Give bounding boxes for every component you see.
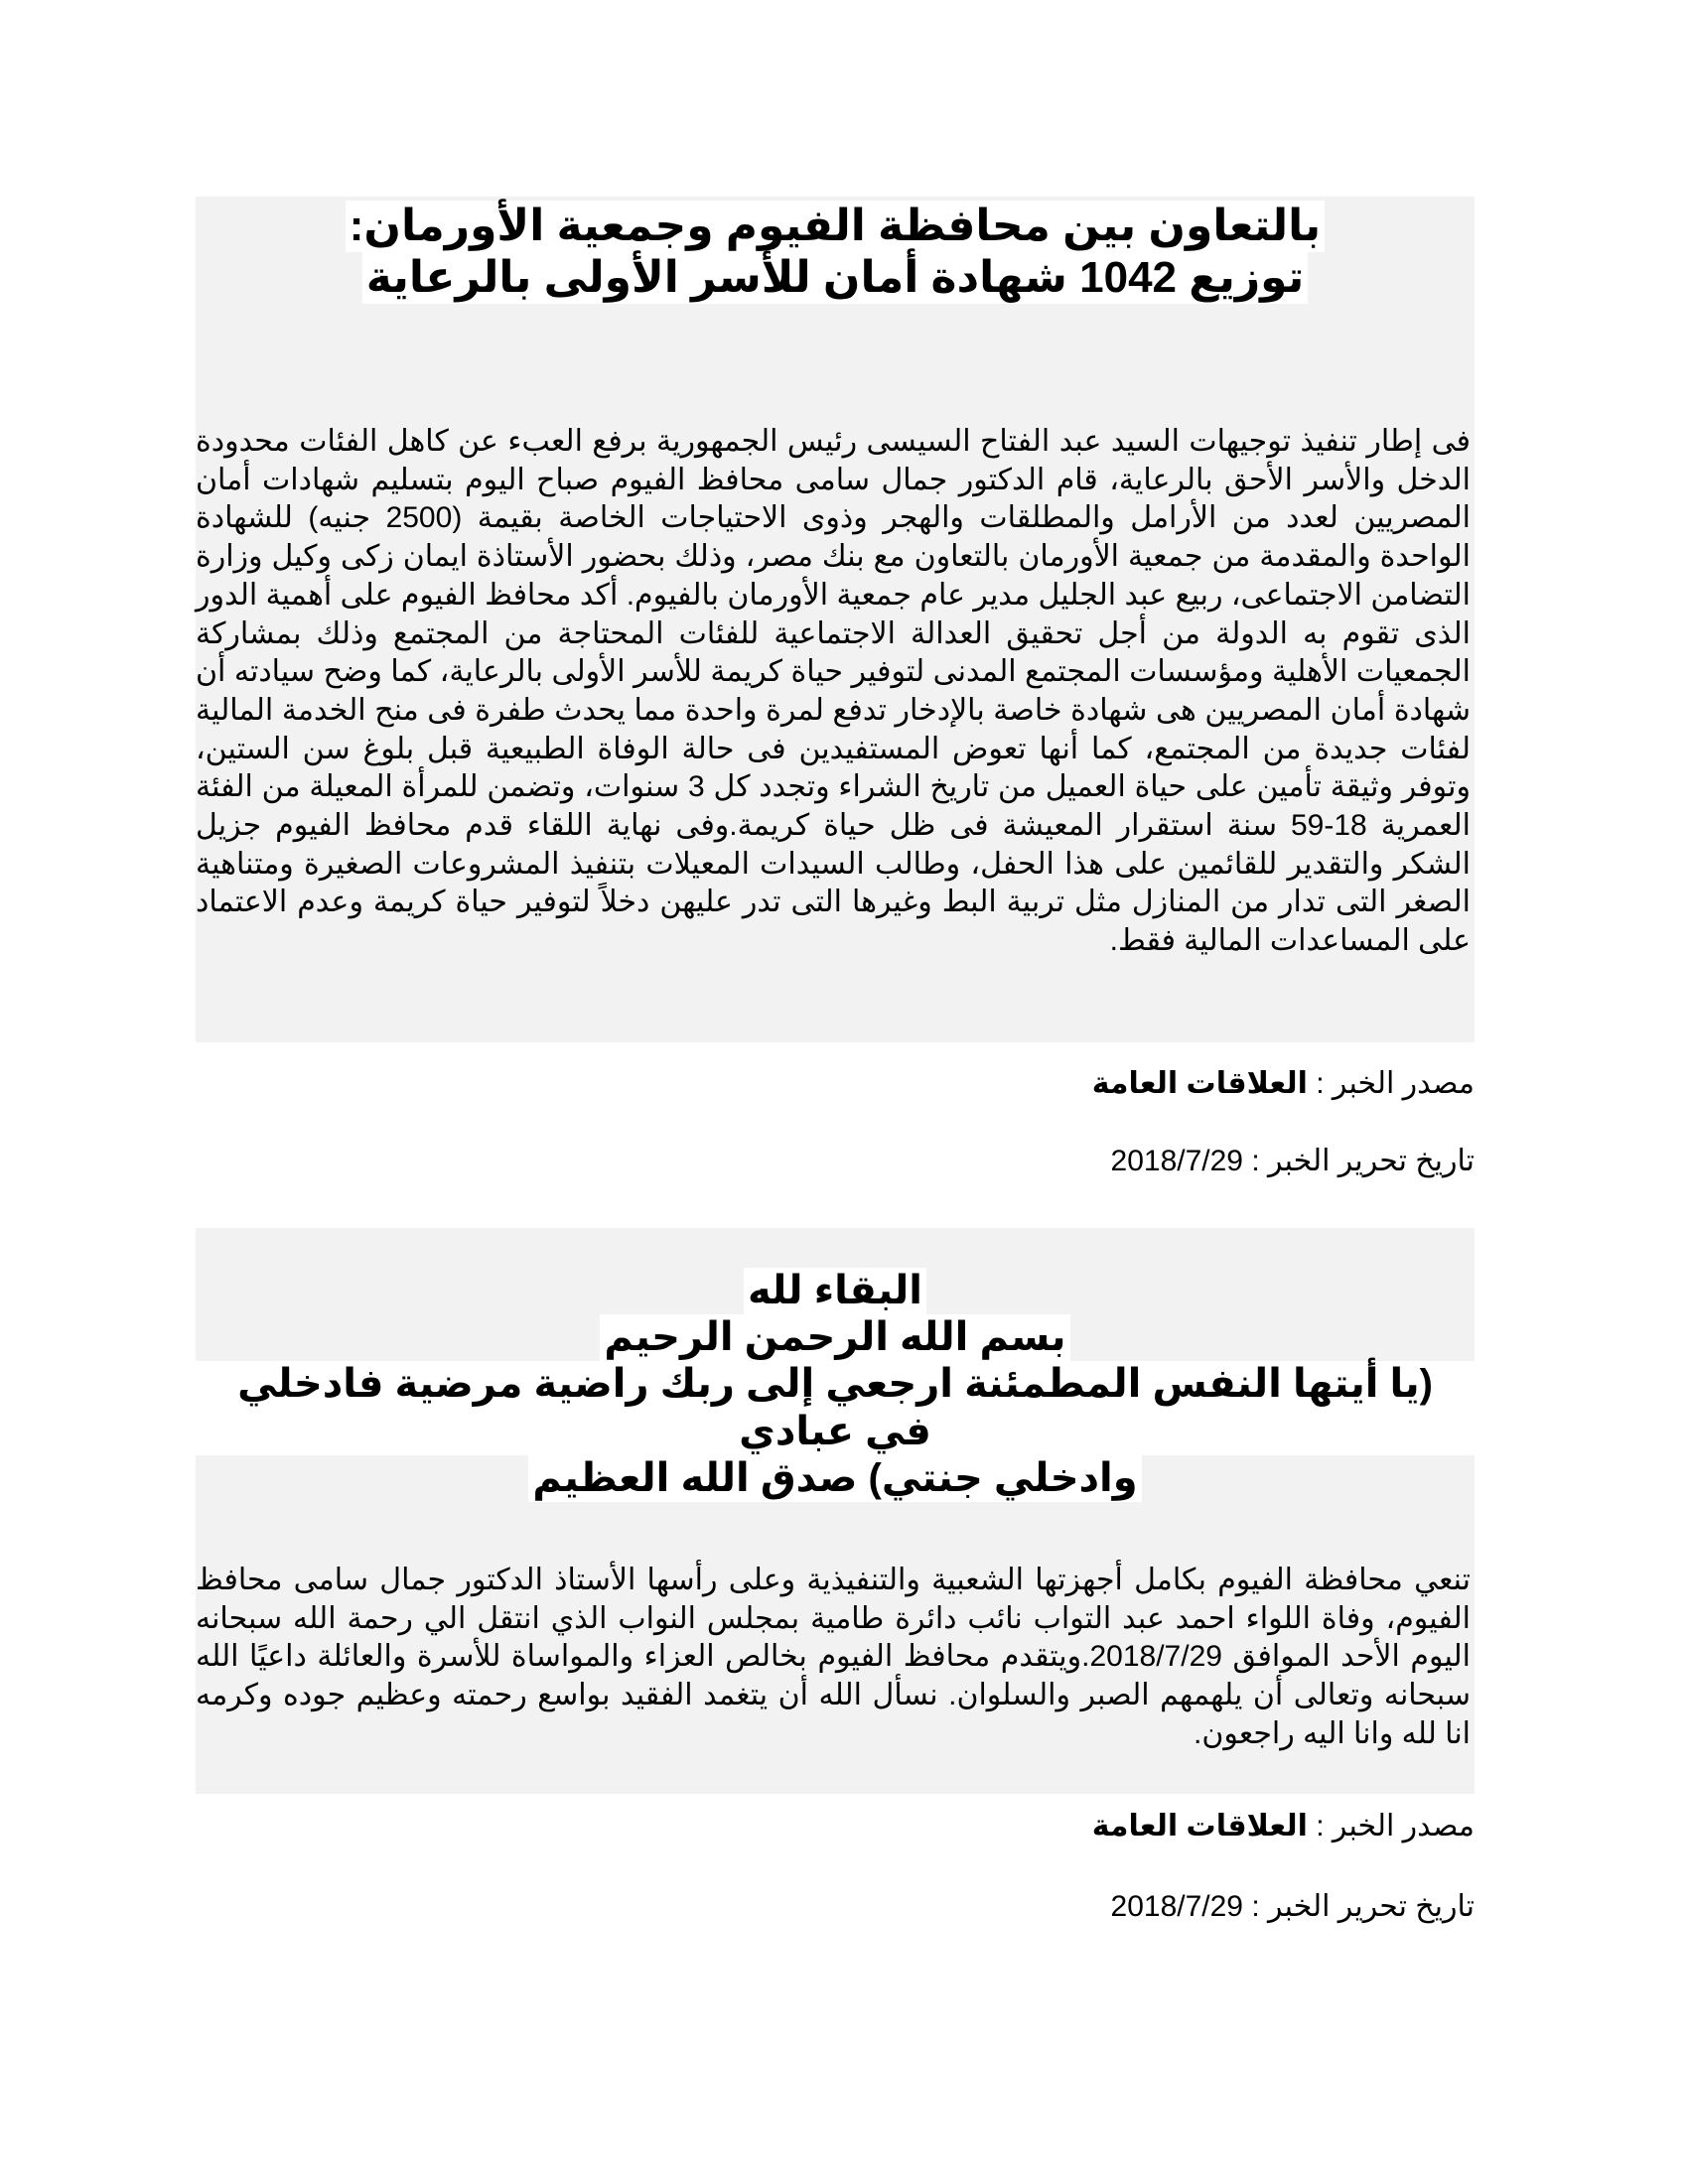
article-2-date <box>1111 1889 1475 1924</box>
article-1 <box>196 197 1475 1042</box>
article-2-source-label: مصدر الخبر : <box>1316 1810 1475 1843</box>
article-2-source-value: العلاقات العامة <box>1091 1810 1308 1843</box>
article-1-title-line-1: بالتعاون بين محافظة الفيوم وجمعية الأورمان: <box>346 201 1325 252</box>
article-2-source <box>1092 1809 1475 1843</box>
article-1-source-value: العلاقات العامة <box>1091 1067 1308 1100</box>
article-2-title-line-2: بسم الله الرحمن الرحيم <box>600 1314 1069 1361</box>
article-2-body: تنعي محافظة الفيوم بكامل أجهزتها الشعبية والتنفيذية وعلى رأسها الأستاذ الدكتور جمال سامى محافظ الفيوم، وفاة اللواء احمد عبد التواب نائب دائرة طامية بمجلس النواب الذي انتقل الي رحمة الله سبحانه اليوم الأحد الموافق 2018/7/29.ويتقدم محافظ الفيوم بخالص العزاء والمواساة للأسرة والعائلة داعيًا الله سبحانه وتعالى أن يلهمهم الصبر والسلوان. نسأل الله أن يتغمد الفقيد بواسع رحمته وعظيم جوده وكرمه انا لله وانا اليه راجعون. <box>196 1564 1471 1750</box>
article-1-title-line-2: توزيع 1042 شهادة أمان للأسر الأولى بالرعاية <box>362 252 1309 304</box>
article-2-title-line-4: وادخلي جنتي) صدق الله العظيم <box>528 1455 1141 1502</box>
article-2-title-line-1: البقاء لله <box>744 1268 926 1314</box>
article-1-title <box>196 201 1475 304</box>
article-1-date <box>1111 1144 1475 1178</box>
article-1-body: فى إطار تنفيذ توجيهات السيد عبد الفتاح السيسى رئيس الجمهورية برفع العبء عن كاهل الفئات محدودة الدخل والأسر الأحق بالرعاية، قام الدكتور جمال سامى محافظ الفيوم صباح اليوم بتسليم شهادات أمان المصريين لعدد من الأرامل والمطلقات والهجر وذوى الاحتياجات الخاصة بقيمة (2500 جنيه) للشهادة الواحدة والمقدمة من جمعية الأورمان بالتعاون مع بنك مصر، وذلك بحضور الأستاذة ايمان زكى وكيل وزارة التضامن الاجتماعى، ربيع عبد الجليل مدير عام جمعية الأورمان بالفيوم. أكد محافظ الفيوم على أهمية الدور الذى تقوم به الدولة من أجل تحقيق العدالة الاجتماعية للفئات المحتاجة من المجتمع وذلك بمشاركة الجمعيات الأهلية ومؤسسات المجتمع المدنى لتوفير حياة كريمة للأسر الأولى بالرعاية، كما وضح سيادته أن شهادة أمان المصريين هى شهادة خاصة بالإدخار تدفع لمرة واحدة مما يحدث طفرة فى منح الخدمة المالية لفئات جديدة من المجتمع، كما أنها تعوض المستفيدين فى حالة الوفاة الطبيعية قبل بلوغ سن الستين، وتوفر وثيقة تأمين على حياة العميل من تاريخ الشراء وتجدد كل 3 سنوات، وتضمن للمرأة المعيلة من الفئة العمرية 18-59 سنة استقرار المعيشة فى ظل حياة كريمة.وفى نهاية اللقاء قدم محافظ الفيوم جزيل الشكر والتقدير للقائمين على هذا الحفل، وطالب السيدات المعيلات بتنفيذ المشروعات الصغيرة ومتناهية الصغر التى تدار من المنازل مثل تربية البط وغيرها التى تدر عليهن دخلاً لتوفير حياة كريمة وعدم الاعتماد على المساعدات المالية فقط. <box>196 425 1471 958</box>
article-2-date-label: تاريخ تحرير الخبر : <box>1251 1890 1475 1923</box>
article-1-source-label: مصدر الخبر : <box>1316 1067 1475 1100</box>
article-1-source <box>1092 1066 1475 1101</box>
article-1-date-value: 2018/7/29 <box>1110 1145 1243 1177</box>
article-2-date-value: 2018/7/29 <box>1110 1890 1243 1923</box>
article-2-title-line-3: (يا أيتها النفس المطمئنة ارجعي إلى ربك راضية مرضية فادخلي في عبادي <box>196 1361 1475 1454</box>
article-1-date-label: تاريخ تحرير الخبر : <box>1251 1145 1475 1177</box>
article-2 <box>196 1228 1475 1794</box>
article-2-title <box>196 1268 1475 1502</box>
